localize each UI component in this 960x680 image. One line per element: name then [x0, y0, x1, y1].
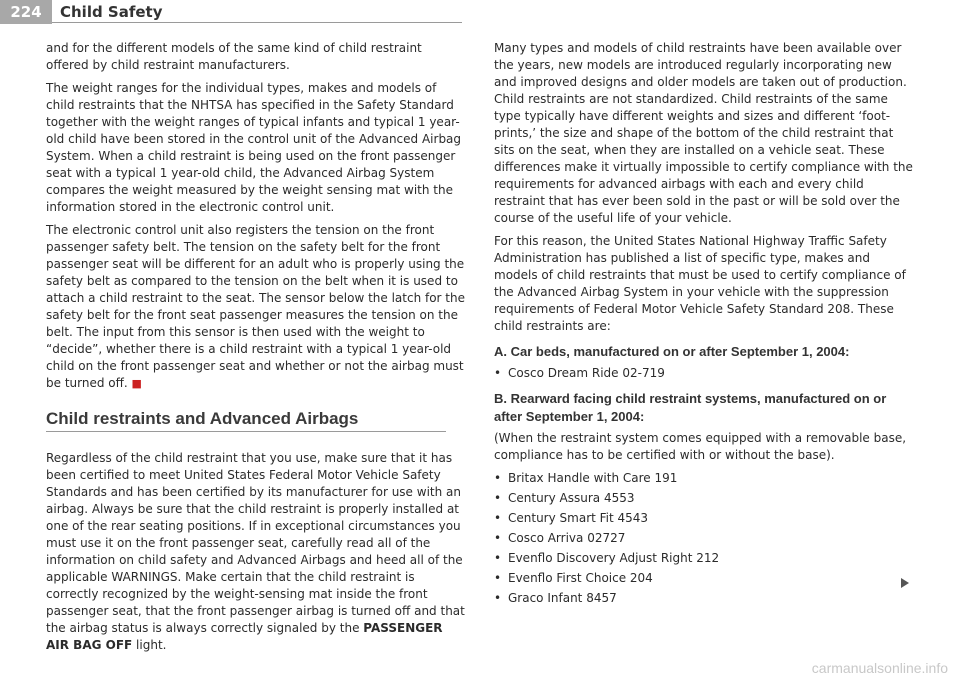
- bullet-icon: •: [494, 366, 502, 380]
- list-item: [494, 510, 914, 527]
- list-item-text: Cosco Dream Ride 02-719: [508, 366, 665, 380]
- list-item-text: Century Smart Fit 4543: [508, 511, 649, 525]
- left-column: [46, 40, 466, 660]
- bullet-icon: •: [494, 511, 502, 525]
- paragraph-text-end: light.: [132, 638, 167, 652]
- page-number: 224: [0, 0, 52, 24]
- paragraph: (When the restraint system comes equipped with a removable base, compliance has to be certified with or without the base).: [494, 431, 907, 462]
- list-item: [494, 470, 914, 487]
- paragraph: and for the different models of the same kind of child restraint offered by child restraint manufacturers.: [46, 41, 422, 72]
- list-item-text: Britax Handle with Care 191: [508, 471, 678, 485]
- section-rule: [46, 431, 446, 432]
- paragraph: Many types and models of child restraints have been available over the years, new models are introduced regularly incorporating new and improved designs and older models are taken out of production. Child restraints are not standardized. Child restraints of the same type typically have different weights and sizes and different ‘foot-prints,’ the size and shape of the bottom of the child restraint that sits on the seat, when they are installed on a vehicle seat. These differences make it virtually impossible to certify compliance with the requirements for advanced airbags with each and every child restraint that has ever been sold in the past or will be sold over the course of the useful life of your vehicle.: [494, 41, 913, 225]
- list-item-text: Graco Infant 8457: [508, 591, 617, 605]
- list-item: [494, 570, 914, 587]
- sub-heading-a: A. Car beds, manufactured on or after September 1, 2004:: [494, 344, 850, 359]
- watermark: carmanualsonline.info: [811, 660, 948, 676]
- header-rule: [52, 22, 462, 23]
- list-item: [494, 530, 914, 547]
- running-head: Child Safety: [60, 3, 163, 21]
- paragraph: [46, 222, 466, 392]
- list-item: [494, 490, 914, 507]
- paragraph: For this reason, the United States National Highway Traffic Safety Administration has published a list of specific type, makes and models of child restraints that must be used to certify compliance of the Advanced Airbag System in your vehicle with the suppression requirements of Federal Motor Vehicle Safety Standard 208. These child restraints are:: [494, 234, 906, 333]
- list-item-text: Century Assura 4553: [508, 491, 635, 505]
- list-item: [494, 590, 914, 607]
- paragraph: The weight ranges for the individual types, makes and models of child restraints that the NHTSA has specified in the Safety Standard together with the weight ranges of typical infants and typical 1 year-old child have been stored in the control unit of the Advanced Airbag System. When a child restraint is being used on the front passenger seat with a typical 1 year-old child, the Advanced Airbag System compares the weight measured by the weight sensing mat with the information stored in the electronic control unit.: [46, 81, 462, 214]
- continue-arrow-icon: [901, 578, 909, 588]
- list-a: [494, 365, 914, 382]
- list-item: [494, 550, 914, 567]
- section-heading: Child restraints and Advanced Airbags: [46, 409, 359, 428]
- bullet-icon: •: [494, 491, 502, 505]
- end-mark-icon: ■: [131, 377, 142, 390]
- bullet-icon: •: [494, 591, 502, 605]
- list-item-text: Cosco Arriva 02727: [508, 531, 626, 545]
- right-column: [494, 40, 914, 610]
- bullet-icon: •: [494, 531, 502, 545]
- paragraph-text: The electronic control unit also registers the tension on the front passenger safety belt. The tension on the safety belt for the front passenger seat will be different for an adult who is properly using the safety belt as compared to the tension on the belt when it is used to attach a child restraint to the seat. The sensor below the latch for the safety belt for the front seat passenger measures the tension on the belt. The input from this sensor is then used with the weight to “decide”, whether there is a child restraint with a typical 1 year-old child on the front passenger seat and whether or not the airbag must be turned off.: [46, 223, 465, 390]
- bullet-icon: •: [494, 471, 502, 485]
- paragraph: [46, 450, 466, 654]
- list-item-text: Evenflo Discovery Adjust Right 212: [508, 551, 720, 565]
- indicator-light-name: PASSENGER AIR BAG OFF: [46, 621, 443, 652]
- list-item: [494, 365, 914, 382]
- sub-heading-b: B. Rearward facing child restraint systems, manufactured on or after September 1, 2004:: [494, 391, 887, 424]
- bullet-icon: •: [494, 551, 502, 565]
- bullet-icon: •: [494, 571, 502, 585]
- list-item-text: Evenflo First Choice 204: [508, 571, 653, 585]
- list-b: [494, 470, 914, 607]
- paragraph-text: Regardless of the child restraint that you use, make sure that it has been certified to meet United States Federal Motor Vehicle Safety Standards and has been certified by its manufacturer for use with an airbag. Always be sure that the child restraint is properly installed at one of the rear seating positions. If in exceptional circumstances you must use it on the front passenger seat, carefully read all of the information on child safety and Advanced Airbags and heed all of the applicable WARNINGS. Make certain that the child restraint is correctly recognized by the weight-sensing mat inside the front passenger seat, that the front passenger airbag is turned off and that the airbag status is always correctly signaled by the: [46, 451, 465, 635]
